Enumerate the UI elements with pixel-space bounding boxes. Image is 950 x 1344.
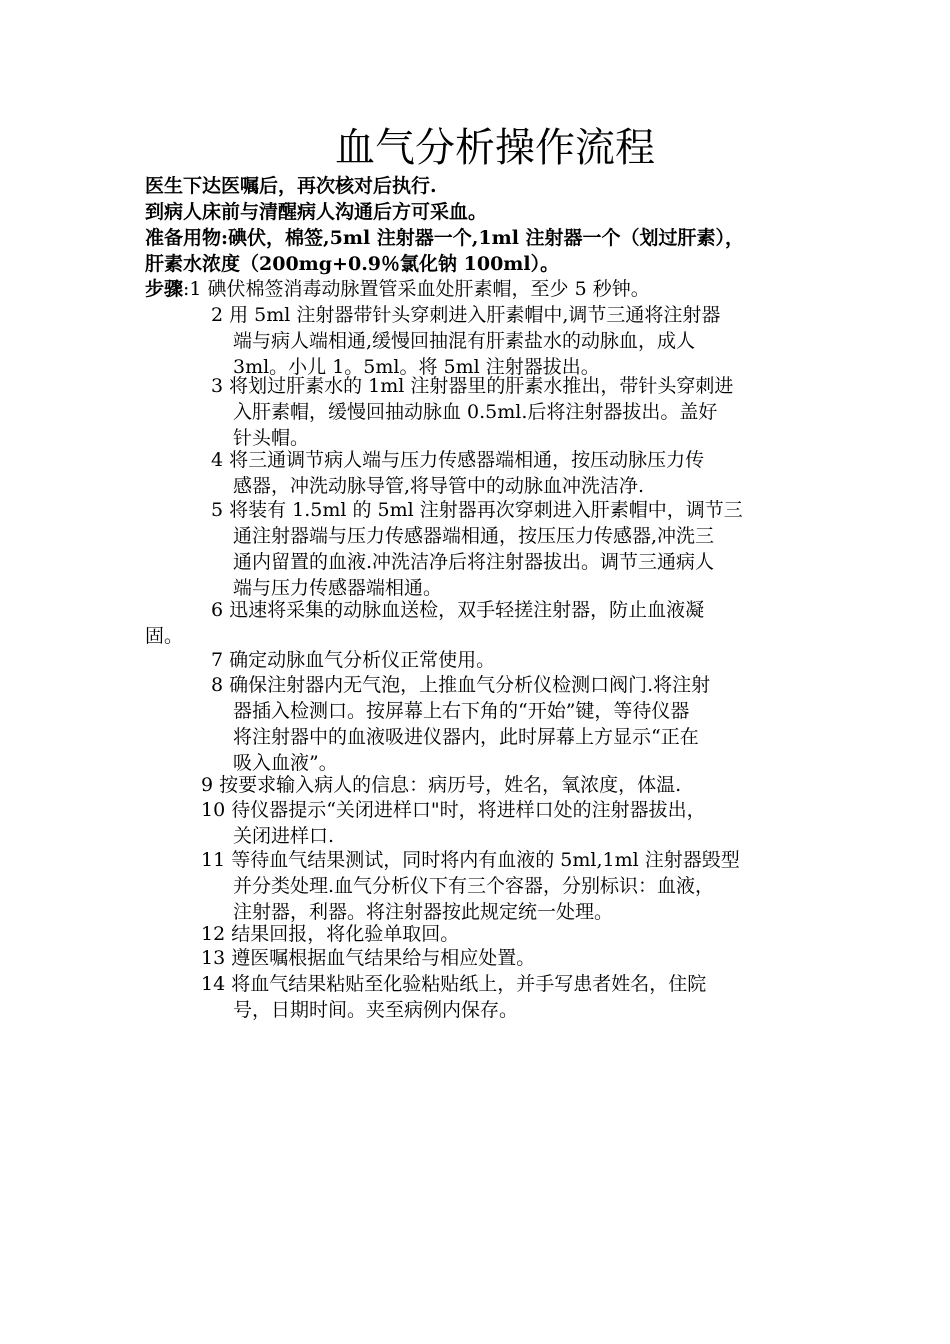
step-line: 6 迅速将采集的动脉血送检，双手轻搓注射器，防止血液凝 (211, 599, 705, 621)
step-item (211, 497, 743, 601)
step-line: 器插入检测口。按屏幕上右下角的“开始”键，等待仪器 (233, 700, 690, 722)
step-line: 7 确定动脉血气分析仪正常使用。 (211, 649, 496, 671)
step-line: 入肝素帽，缓慢回抽动脉血 0.5ml.后将注射器拔出。盖好 (233, 401, 718, 423)
step-line: 2 用 5ml 注射器带针头穿刺进入肝素帽中,调节三通将注射器 (211, 304, 721, 326)
step-1: :1 碘伏棉签消毒动脉置管采血处肝素帽，至少 5 秒钟。 (183, 278, 650, 300)
step-line: 11 等待血气结果测试，同时将内有血液的 5ml,1ml 注射器毁型 (201, 849, 740, 871)
step-line: 端与压力传感器端相通。 (233, 577, 443, 599)
page-title: 血气分析操作流程 (335, 125, 655, 171)
step-item (211, 373, 733, 451)
intro-line: 肝素水浓度（200mg+0.9％氯化钠 100ml）。 (145, 253, 560, 275)
step-line: 注射器，利器。将注射器按此规定统一处理。 (233, 901, 614, 923)
step-line: 针头帽。 (233, 427, 310, 449)
step-item-wrap (145, 623, 183, 649)
step-line: 5 将装有 1.5ml 的 5ml 注射器再次穿刺进入肝素帽中，调节三 (211, 499, 743, 521)
steps-label: 步骤 (145, 278, 184, 300)
intro-line: 医生下达医嘱后，再次核对后执行. (145, 175, 437, 197)
step-line: 关闭进样口. (233, 825, 335, 847)
step-line: 12 结果回报，将化验单取回。 (201, 923, 460, 945)
step-line: 通内留置的血液.冲洗洁净后将注射器拔出。调节三通病人 (233, 551, 715, 573)
step-line: 固。 (145, 625, 184, 647)
step-item (211, 647, 495, 673)
step-line: 端与病人端相通,缓慢回抽混有肝素盐水的动脉血，成人 (233, 330, 696, 352)
step-line: 4 将三通调节病人端与压力传感器端相通，按压动脉压力传 (211, 449, 705, 471)
step-item (211, 302, 720, 380)
intro-line: 准备用物:碘伏，棉签,5ml 注射器一个,1ml 注射器一个（划过肝素）， (145, 227, 745, 249)
step-line: 10 待仪器提示“关闭进样口"时，将进样口处的注射器拔出， (201, 799, 706, 821)
step-item (211, 597, 704, 623)
step-line: 通注射器端与压力传感器端相通，按压压力传感器,冲洗三 (233, 525, 715, 547)
step-line: 9 按要求输入病人的信息：病历号，姓名，氧浓度，体温. (201, 774, 682, 796)
step-line: 3 将划过肝素水的 1ml 注射器里的肝素水推出，带针头穿刺进 (211, 375, 734, 397)
step-line: 感器，冲洗动脉导管,将导管中的动脉血冲洗洁净. (233, 475, 645, 497)
step-line: 吸入血液”。 (233, 752, 338, 774)
step-line: 3ml。小儿 1。5ml。将 5ml 注射器拔出。 (233, 356, 600, 378)
step-item (201, 945, 535, 971)
step-item (201, 797, 706, 849)
step-item (211, 447, 704, 499)
step-item (201, 971, 706, 1023)
step-item (201, 772, 681, 798)
intro-block (145, 173, 835, 277)
step-line: 13 遵医嘱根据血气结果给与相应处置。 (201, 947, 536, 969)
step-item (211, 672, 710, 776)
step-line: 将注射器中的血液吸进仪器内，此时屏幕上方显示“正在 (233, 726, 699, 748)
steps-heading (145, 276, 835, 302)
step-line: 8 确保注射器内无气泡，上推血气分析仪检测口阀门.将注射 (211, 674, 711, 696)
step-item (201, 921, 459, 947)
step-line: 14 将血气结果粘贴至化验粘贴纸上，并手写患者姓名，住院 (201, 973, 707, 995)
step-line: 并分类处理.血气分析仪下有三个容器，分别标识：血液， (233, 875, 715, 897)
step-item (201, 847, 740, 925)
step-line: 号，日期时间。夹至病例内保存。 (233, 999, 519, 1021)
intro-line: 到病人床前与清醒病人沟通后方可采血。 (145, 201, 488, 223)
